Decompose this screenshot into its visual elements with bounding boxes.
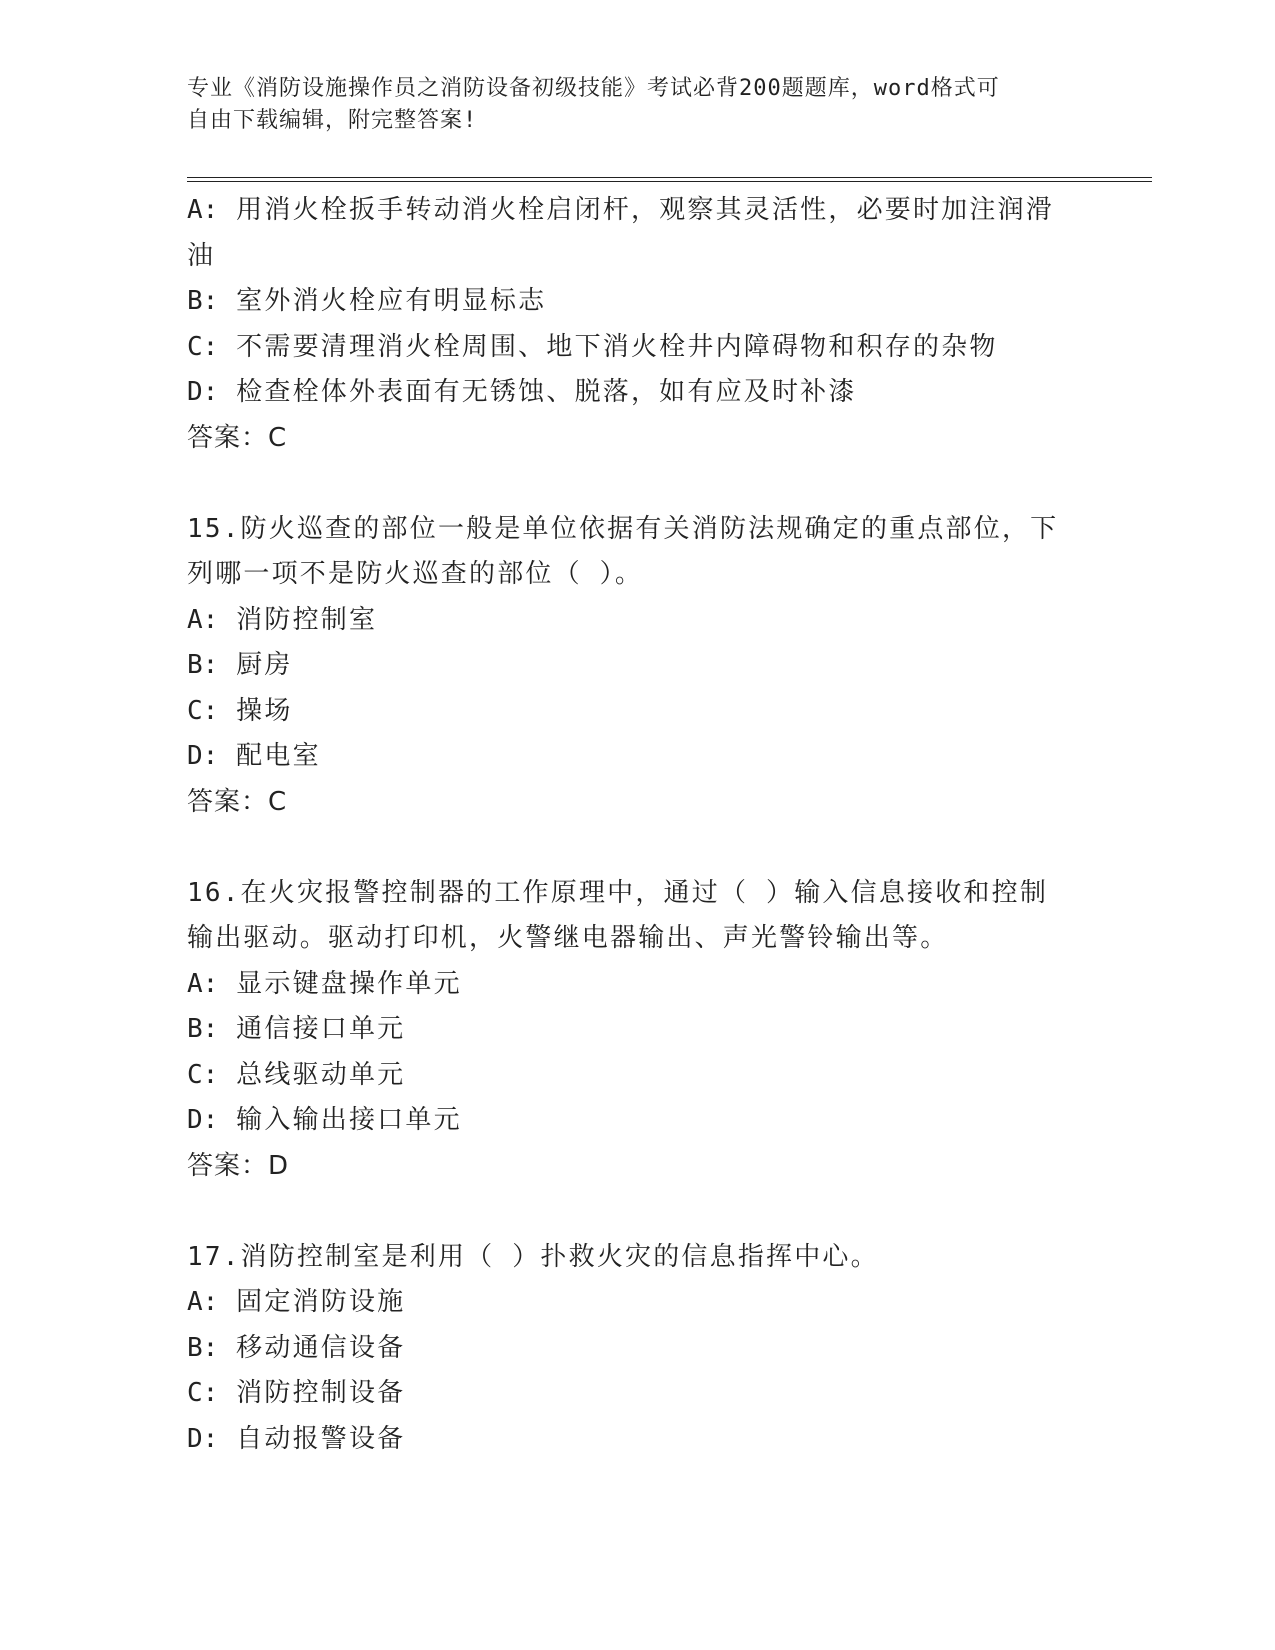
option-b: B: 厨房 xyxy=(187,650,293,680)
option-c: C: 消防控制设备 xyxy=(187,1378,406,1408)
header-line-1: 专业《消防设施操作员之消防设备初级技能》考试必背200题题库，word格式可 xyxy=(187,76,1000,101)
option-c: C: 操场 xyxy=(187,695,293,726)
question-17 xyxy=(187,1235,1087,1463)
answer: 答案：C xyxy=(187,422,288,453)
question-14-tail xyxy=(187,188,1087,461)
answer: 答案：D xyxy=(187,1150,290,1181)
option-d: D: 输入输出接口单元 xyxy=(187,1105,462,1135)
option-a: A: 显示键盘操作单元 xyxy=(187,968,462,999)
header-divider-bottom xyxy=(187,181,1152,182)
answer: 答案：C xyxy=(187,786,288,817)
question-stem-line-1: 17.消防控制室是利用（ ）扑救火灾的信息指挥中心。 xyxy=(187,1241,879,1272)
header-divider-top xyxy=(187,177,1152,178)
option-a: A: 用消火栓扳手转动消火栓启闭杆，观察其灵活性，必要时加注润滑 xyxy=(187,195,1054,225)
option-d: D: 配电室 xyxy=(187,741,321,771)
question-stem-line-2: 列哪一项不是防火巡查的部位（ ）。 xyxy=(187,559,644,589)
option-c: C: 总线驱动单元 xyxy=(187,1059,406,1090)
question-stem-line-1: 16.在火灾报警控制器的工作原理中，通过（ ）输入信息接收和控制 xyxy=(187,877,1049,908)
question-stem-line-2: 输出驱动。驱动打印机，火警继电器输出、声光警铃输出等。 xyxy=(187,923,949,953)
question-stem-line-1: 15.防火巡查的部位一般是单位依据有关消防法规确定的重点部位，下 xyxy=(187,513,1059,544)
header-line-2: 自由下载编辑，附完整答案! xyxy=(187,108,478,133)
question-15 xyxy=(187,507,1087,826)
option-a: A: 固定消防设施 xyxy=(187,1287,406,1317)
question-16 xyxy=(187,871,1087,1190)
document-header xyxy=(187,73,1067,137)
option-b: B: 通信接口单元 xyxy=(187,1014,406,1044)
option-c: C: 不需要清理消火栓周围、地下消火栓井内障碍物和积存的杂物 xyxy=(187,331,998,362)
question-content xyxy=(187,188,1087,1462)
option-b: B: 移动通信设备 xyxy=(187,1332,406,1363)
option-a-continued: 油 xyxy=(187,240,216,271)
option-d: D: 自动报警设备 xyxy=(187,1423,406,1454)
option-b: B: 室外消火栓应有明显标志 xyxy=(187,286,547,316)
option-a: A: 消防控制室 xyxy=(187,604,378,635)
option-d: D: 检查栓体外表面有无锈蚀、脱落，如有应及时补漆 xyxy=(187,377,857,407)
